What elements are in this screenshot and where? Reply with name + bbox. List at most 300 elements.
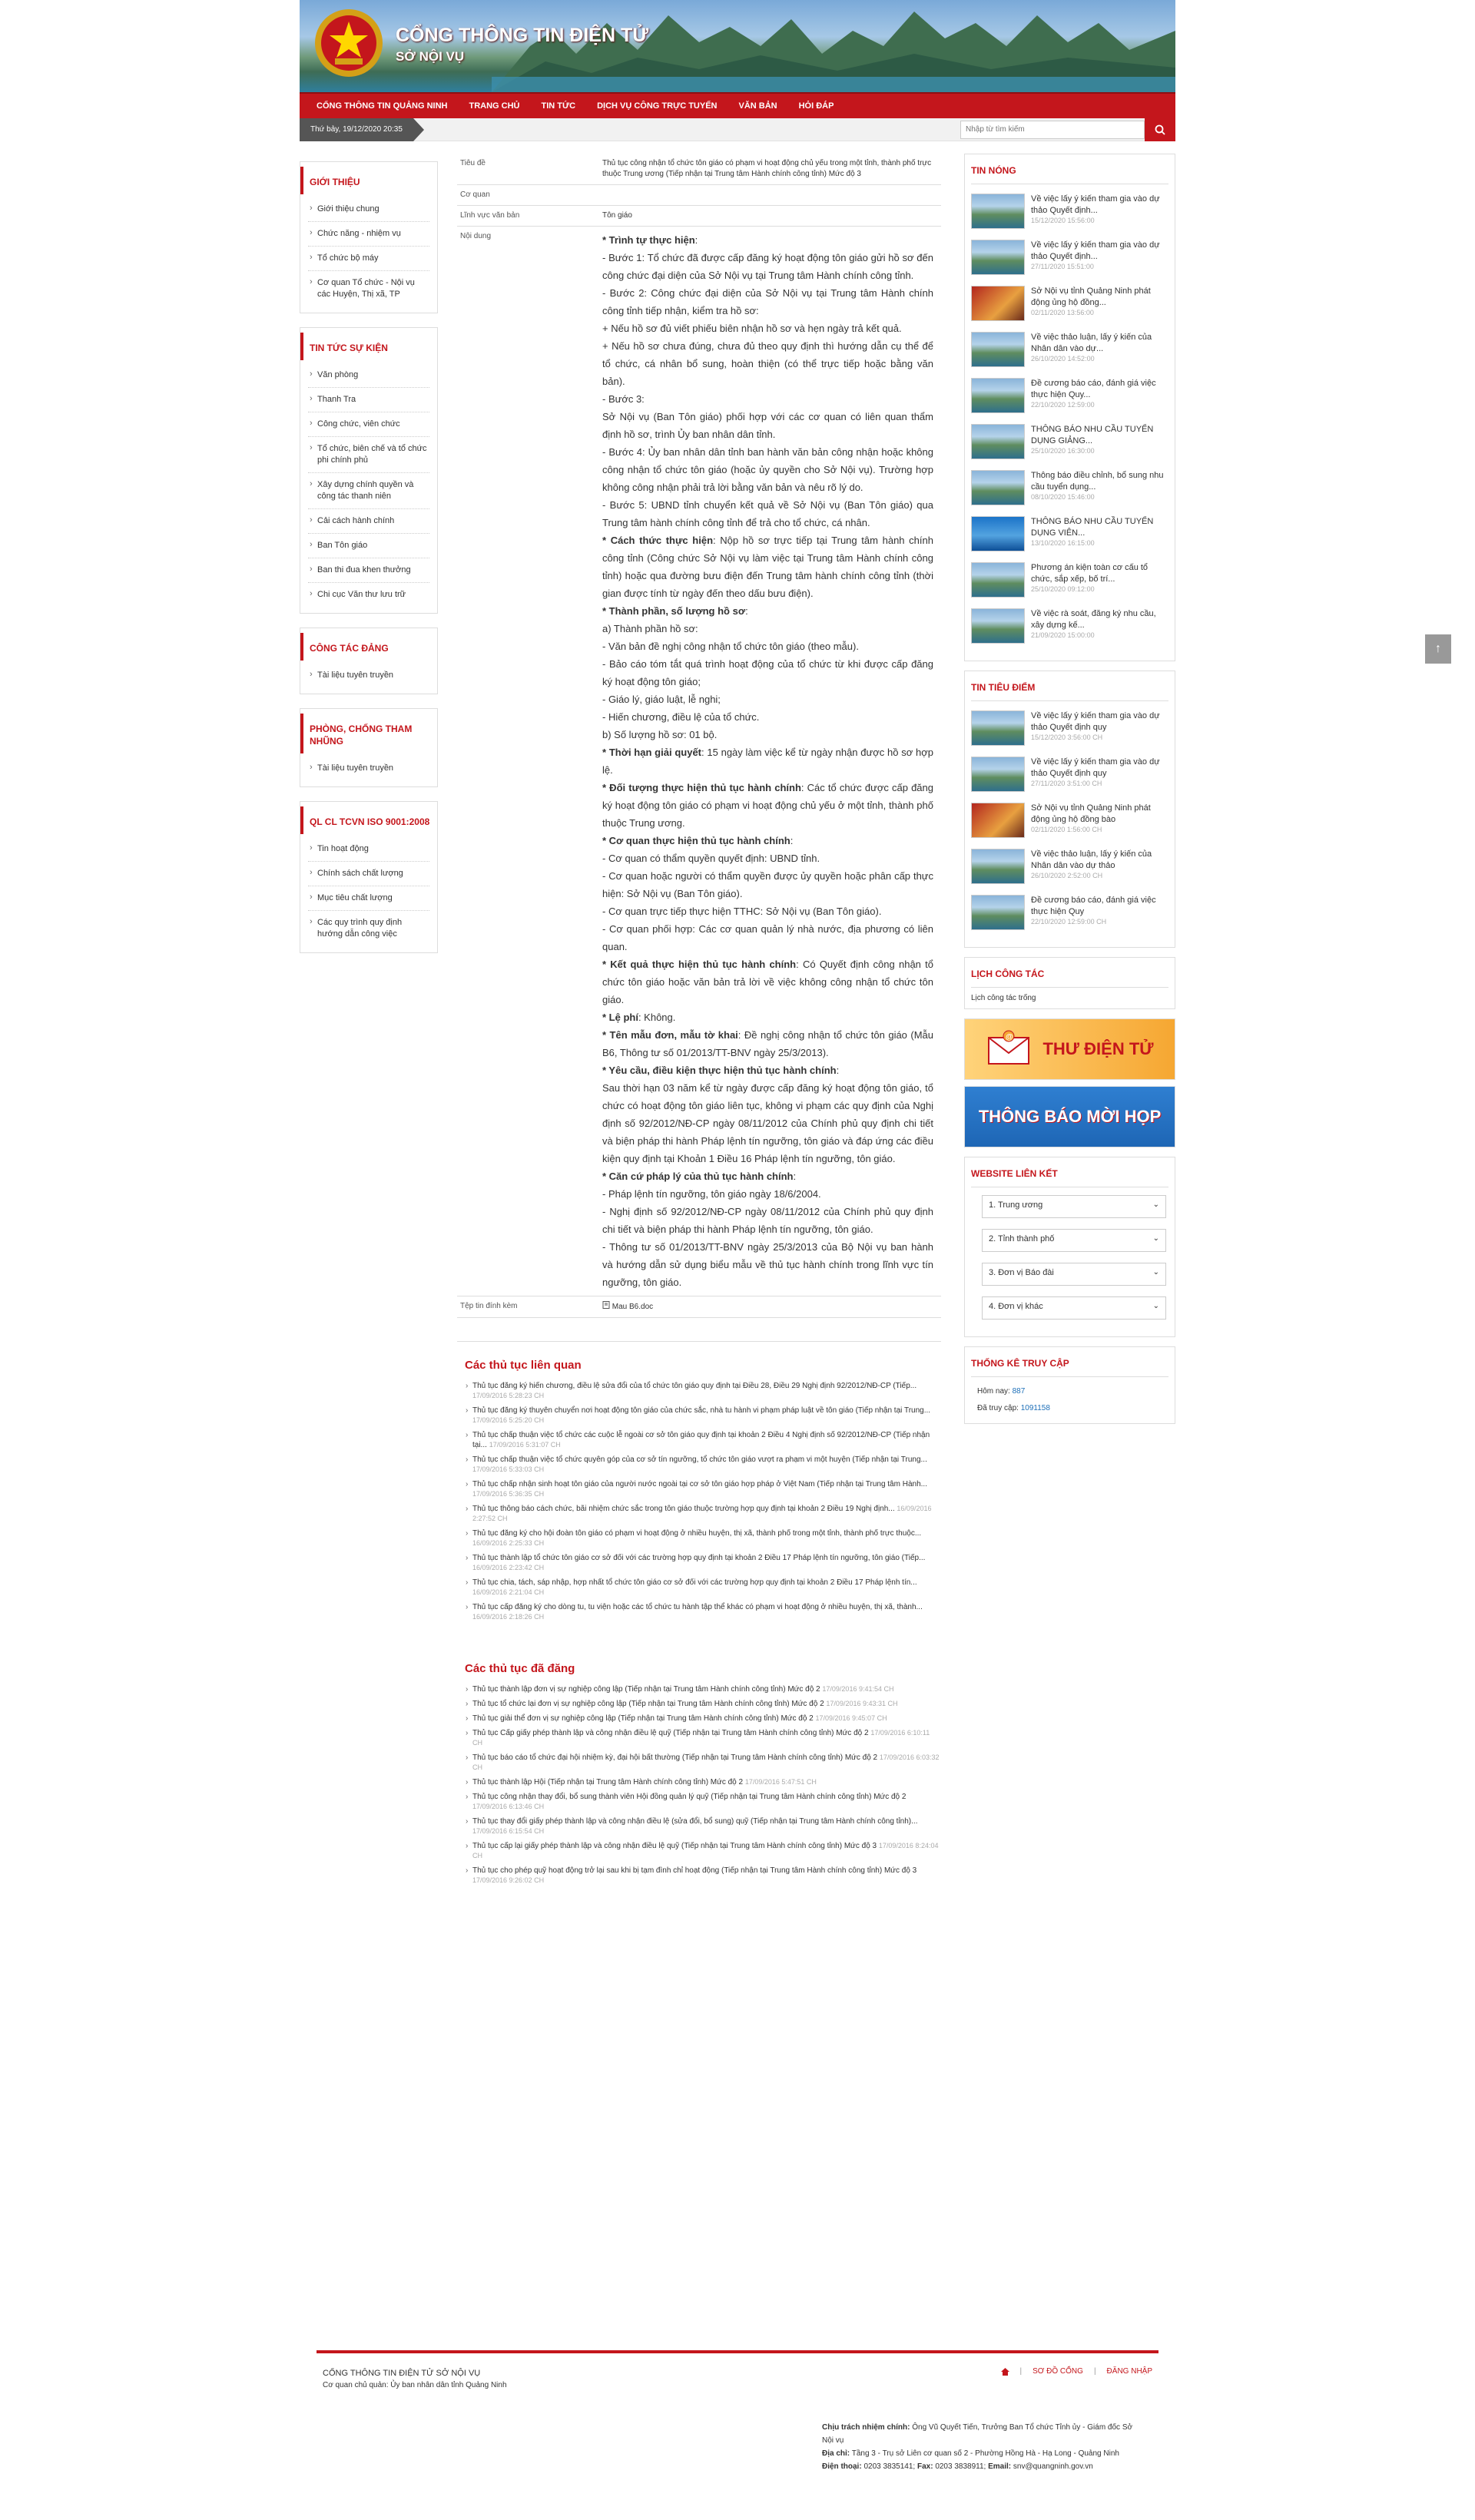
news-date: 25/10/2020 16:30:00	[1031, 447, 1095, 455]
procedure-link-text[interactable]: Thủ tục thay đổi giấy phép thành lập và công nhận điều lệ (sửa đổi, bổ sung) quỹ (Tiếp nhận tại Trung tâm Hành chính công tỉnh)...	[472, 1817, 918, 1826]
email-banner-label[interactable]: THƯ ĐIỆN TỬ	[1042, 1039, 1154, 1058]
footer-contact	[822, 2421, 1145, 2473]
procedure-date: 17/09/2016 9:43:31 CH	[826, 1700, 898, 1707]
procedure-date: 16/09/2016 2:18:26 CH	[472, 1613, 545, 1621]
phone-value: 0203 3835141;	[863, 2462, 916, 2471]
procedure-date: 17/09/2016 5:28:23 CH	[472, 1392, 545, 1399]
label-field: Lĩnh vực văn bản	[457, 206, 599, 227]
content-heading: * Đối tượng thực hiện thủ tục hành chính	[602, 782, 801, 793]
news-title[interactable]: Về việc thảo luận, lấy ý kiến của Nhân dân vào dự thảo	[1031, 849, 1152, 870]
news-item[interactable]	[971, 240, 1168, 277]
news-thumbnail[interactable]	[971, 849, 1025, 884]
content-text: + Nếu hồ sơ đủ viết phiếu biên nhận hồ sơ và hẹn ngày trả kết quả.	[602, 323, 902, 334]
content-heading: * Thành phần, số lượng hồ sơ	[602, 605, 746, 617]
content-paragraph	[602, 1167, 933, 1185]
procedure-link[interactable]	[472, 1714, 941, 1724]
content-paragraph	[602, 708, 933, 726]
login-link[interactable]: ĐĂNG NHẬP	[1106, 2367, 1152, 2376]
news-title[interactable]: Về việc lấy ý kiến tham gia vào dự thảo Quyết định quy	[1031, 711, 1160, 732]
sidebar-item[interactable]: › Cải cách hành chính	[308, 509, 429, 534]
search-input[interactable]	[960, 121, 1145, 139]
meeting-banner-label[interactable]: THÔNG BÁO MỜI HỌP	[978, 1107, 1162, 1126]
content-paragraph	[602, 726, 933, 743]
procedure-date: 16/09/2016 2:23:42 CH	[472, 1564, 545, 1571]
content-text: : Nộp hồ sơ trực tiếp tại Trung tâm hành chính công tỉnh (Công chức Sở Nội vụ làm việc tại Trung tâm Hành chính công tỉnh) hoặc qua đường bưu điện đến Trung tâm hành chính công tỉnh (thời gian được tính từ ngày đến theo dấu bưu điện).	[602, 535, 933, 599]
news-thumbnail[interactable]	[971, 803, 1025, 838]
sidebar-item[interactable]: › Thanh Tra	[308, 388, 429, 412]
procedure-link-text[interactable]: Thủ tục thành lập đơn vị sự nghiệp công lập (Tiếp nhận tại Trung tâm Hành chính công tỉnh) Mức độ 2	[472, 1685, 820, 1694]
nav-news[interactable]: TIN TỨC	[541, 101, 576, 111]
procedure-date: 17/09/2016 6:13:46 CH	[472, 1803, 545, 1810]
schedule-heading: LỊCH CÔNG TÁC	[971, 964, 1168, 988]
nav-home[interactable]: TRANG CHỦ	[469, 101, 520, 111]
content-paragraph	[602, 655, 933, 690]
procedure-link[interactable]	[472, 1504, 941, 1524]
news-title[interactable]: Đề cương báo cáo, đánh giá việc thực hiện Quy...	[1031, 379, 1156, 399]
link-select-central[interactable]	[982, 1195, 1166, 1218]
content-paragraph	[602, 337, 933, 390]
chevron-down-icon: ⌄	[1152, 1234, 1159, 1243]
sidebar-box-party	[300, 628, 438, 694]
sidebar-heading[interactable]: CÔNG TÁC ĐẢNG	[300, 633, 437, 661]
sidebar-heading[interactable]: PHÒNG, CHỐNG THAM NHŨNG	[300, 714, 437, 753]
content-heading: * Thời hạn giải quyết	[602, 747, 701, 758]
sidebar-box-iso	[300, 801, 438, 953]
link-select-other[interactable]	[982, 1296, 1166, 1320]
focus-news-box	[964, 671, 1175, 948]
content-text: :	[836, 1065, 840, 1076]
site-title[interactable]: CỔNG THÔNG TIN ĐIỆN TỬ	[396, 25, 649, 46]
select-value: 3. Đơn vị Báo đài	[989, 1268, 1054, 1277]
procedure-link-text[interactable]: Thủ tục thành lập tổ chức tôn giáo cơ sở đối với các trường hợp quy định tại khoản 2 Điều 17 Pháp lệnh tín ngưỡng, tôn giáo (Tiếp...	[472, 1554, 926, 1562]
procedure-date: 16/09/2016 2:27:52 CH	[472, 1505, 932, 1522]
sidebar-item[interactable]: › Giới thiệu chung	[308, 197, 429, 222]
focus-news-heading: TIN TIÊU ĐIỂM	[971, 677, 1168, 701]
news-thumbnail[interactable]	[971, 895, 1025, 930]
sidebar-item[interactable]: › Tin hoạt động	[308, 837, 429, 862]
nav-documents[interactable]: VĂN BẢN	[738, 101, 777, 111]
stat-total	[971, 1400, 1168, 1417]
news-title[interactable]: Về việc lấy ý kiến tham gia vào dự thảo Quyết định quy	[1031, 757, 1160, 778]
current-date: Thứ bảy, 19/12/2020 20:35	[300, 118, 413, 141]
news-thumbnail[interactable]	[971, 470, 1025, 505]
stats-box	[964, 1346, 1175, 1424]
content-paragraph	[602, 849, 933, 867]
content-paragraph	[602, 284, 933, 320]
content-text: - Cơ quan phối hợp: Các cơ quan quản lý nhà nước, địa phương có liên quan.	[602, 923, 933, 952]
procedure-content	[602, 231, 938, 1291]
select-value: 2. Tỉnh thành phố	[989, 1234, 1055, 1243]
sidebar-item[interactable]: › Tổ chức, biên chế và tổ chức phi chính phủ	[308, 437, 429, 473]
news-thumbnail[interactable]	[971, 562, 1025, 598]
news-date: 27/11/2020 3:51:00 CH	[1031, 780, 1102, 787]
content-paragraph	[602, 390, 933, 408]
nav-quangninh-portal[interactable]: CỔNG THÔNG TIN QUẢNG NINH	[317, 101, 448, 111]
news-thumbnail[interactable]	[971, 757, 1025, 792]
content-text: - Bước 1: Tổ chức đã được cấp đăng ký hoạt động tôn giáo gửi hồ sơ đến công chức đại diện của Sở Nội vụ tại Trung tâm Hành chính công tỉnh.	[602, 252, 933, 281]
news-date: 25/10/2020 09:12:00	[1031, 585, 1095, 593]
footer-title: CỔNG THÔNG TIN ĐIỆN TỬ SỞ NỘI VỤ	[323, 2369, 481, 2378]
left-sidebar	[300, 161, 438, 967]
procedure-link[interactable]	[472, 1381, 941, 1401]
sidebar-heading[interactable]: QL CL TCVN ISO 9001:2008	[300, 806, 437, 834]
content-text: : Đề nghị công nhận tổ chức tôn giáo (Mẫu B6, Thông tư số 01/2013/TT-BNV ngày 25/3/2013).	[602, 1029, 934, 1058]
content-paragraph	[602, 443, 933, 496]
procedure-link-text[interactable]: Thủ tục báo cáo tổ chức đại hội nhiệm kỳ, đại hội bất thường (Tiếp nhận tại Trung tâm Hành chính công tỉnh) Mức độ 2	[472, 1753, 878, 1762]
file-icon	[602, 1301, 610, 1309]
home-icon[interactable]	[1001, 2368, 1009, 2376]
news-date: 15/12/2020 15:56:00	[1031, 217, 1095, 224]
news-item[interactable]	[971, 194, 1168, 230]
news-item[interactable]	[971, 516, 1168, 553]
content-heading: * Lệ phí	[602, 1012, 638, 1023]
news-thumbnail[interactable]	[971, 424, 1025, 459]
content-paragraph	[602, 531, 933, 602]
content-paragraph	[602, 231, 933, 249]
national-emblem-icon[interactable]	[313, 8, 384, 78]
news-item[interactable]	[971, 849, 1168, 886]
news-title[interactable]: Về việc lấy ý kiến tham gia vào dự thảo Quyết định...	[1031, 194, 1160, 215]
procedure-date: 16/09/2016 2:21:04 CH	[472, 1588, 545, 1596]
procedure-link[interactable]	[472, 1578, 941, 1598]
sidebar-item[interactable]: › Cơ quan Tổ chức - Nội vụ các Huyện, Thị xã, TP	[308, 271, 429, 306]
address-value: Tầng 3 - Trụ sở Liên cơ quan số 2 - Phường Hồng Hà - Hạ Long - Quảng Ninh	[851, 2449, 1119, 2458]
content-text: a) Thành phần hồ sơ:	[602, 623, 698, 634]
news-title[interactable]: Về việc thảo luận, lấy ý kiến của Nhân dân vào dự...	[1031, 333, 1152, 353]
content-heading: * Cách thức thực hiện	[602, 535, 714, 546]
search-button[interactable]	[1145, 118, 1175, 141]
content-text: : Không.	[638, 1012, 676, 1023]
content-text: - Pháp lệnh tín ngưỡng, tôn giáo ngày 18/6/2004.	[602, 1188, 821, 1200]
news-title[interactable]: Về việc lấy ý kiến tham gia vào dự thảo Quyết định...	[1031, 240, 1160, 261]
schedule-box	[964, 957, 1175, 1009]
label-agency: Cơ quan	[457, 185, 599, 206]
content-heading: * Trình tự thực hiện	[602, 234, 695, 246]
content-paragraph	[602, 955, 933, 1008]
news-item[interactable]	[971, 895, 1168, 932]
procedure-link-text[interactable]: Thủ tục tổ chức lại đơn vị sự nghiệp công lập (Tiếp nhận tại Trung tâm Hành chính công tỉnh) Mức độ 2	[472, 1700, 824, 1708]
content-paragraph	[602, 1238, 933, 1291]
content-paragraph	[602, 1008, 933, 1026]
separator: |	[1093, 2367, 1096, 2376]
email-envelope-icon	[986, 1030, 1032, 1068]
fax-value: 0203 3838911;	[935, 2462, 986, 2471]
content-text: : Các tổ chức được cấp đăng ký hoạt động tôn giáo có phạm vi hoạt động chủ yếu ở một tỉnh, thành phố thuộc Trung ương.	[602, 782, 934, 829]
schedule-text: Lịch công tác trống	[971, 994, 1036, 1002]
stat-total-label: Đã truy cập:	[977, 1404, 1019, 1412]
sidebar-item[interactable]: › Tài liệu tuyên truyền	[308, 664, 429, 687]
sidebar-item[interactable]: › Tổ chức bộ máy	[308, 247, 429, 271]
procedure-link-text[interactable]: Thủ tục thông báo cách chức, bãi nhiệm chức sắc trong tôn giáo thuộc trường hợp quy định tại khoản 2 Điều 19 Nghị định...	[472, 1505, 895, 1513]
content-paragraph	[602, 408, 933, 443]
footer	[300, 2350, 1175, 2471]
stat-today-value: 887	[1012, 1387, 1026, 1396]
news-date: 27/11/2020 15:51:00	[1031, 263, 1094, 270]
procedure-link-text[interactable]: Thủ tục chấp nhận sinh hoạt tôn giáo của người nước ngoài tại cơ sở tôn giáo hợp pháp ở Việt Nam (Tiếp nhận tại Trung tâm Hành...	[472, 1480, 927, 1488]
content-text: - Văn bản đề nghị công nhận tổ chức tôn giáo (theo mẫu).	[602, 641, 859, 652]
link-select-province[interactable]	[982, 1229, 1166, 1252]
scroll-top-button[interactable]	[1425, 634, 1451, 664]
news-date: 02/11/2020 1:56:00 CH	[1031, 826, 1102, 833]
news-title[interactable]: Phương án kiện toàn cơ cấu tổ chức, sắp xếp, bố trí...	[1031, 563, 1149, 584]
news-title[interactable]: THÔNG BÁO NHU CẦU TUYỂN DỤNG VIÊN...	[1031, 517, 1154, 538]
procedure-title: Thủ tục công nhận tổ chức tôn giáo có phạm vi hoạt động chủ yếu trong một tỉnh, thành phố trực thuộc Trung ương (Tiếp nhận tại Trung tâm Hành chính công tỉnh) Mức độ 3	[599, 154, 941, 185]
procedure-link[interactable]	[472, 1816, 941, 1836]
page-wrapper	[300, 0, 1175, 2471]
news-thumbnail[interactable]	[971, 240, 1025, 275]
content-text: - Bước 5: UBND tỉnh chuyển kết quả về Sở Nội vụ (Ban Tôn giáo) qua Trung tâm hành chính công tỉnh để trả cho tổ chức, cá nhân.	[602, 499, 933, 528]
content-text: :	[694, 234, 698, 246]
news-date: 26/10/2020 2:52:00 CH	[1031, 872, 1103, 879]
sidebar-item[interactable]: › Chức năng - nhiệm vụ	[308, 222, 429, 247]
svg-text:@: @	[1006, 1033, 1014, 1041]
meeting-notice-banner[interactable]	[964, 1086, 1175, 1147]
footer-subtitle: Cơ quan chủ quản: Ủy ban nhân dân tỉnh Quảng Ninh	[323, 2381, 507, 2389]
procedure-link[interactable]	[472, 1602, 941, 1622]
procedure-link[interactable]	[472, 1479, 941, 1499]
content-text: :	[790, 835, 794, 846]
hot-news-box	[964, 154, 1175, 661]
news-item[interactable]	[971, 286, 1168, 323]
sidebar-item[interactable]: › Ban thi đua khen thưởng	[308, 558, 429, 583]
posted-heading: Các thủ tục đã đăng	[465, 1662, 575, 1675]
content-paragraph	[602, 867, 933, 902]
procedure-link[interactable]	[472, 1777, 941, 1787]
news-item[interactable]	[971, 332, 1168, 369]
content-paragraph	[602, 620, 933, 637]
content-text: - Cơ quan có thẩm quyền quyết định: UBND tỉnh.	[602, 853, 820, 864]
footer-responsible	[822, 2421, 1145, 2447]
procedure-link-text[interactable]: Thủ tục thành lập Hội (Tiếp nhận tại Trung tâm Hành chính công tỉnh) Mức độ 2	[472, 1778, 744, 1787]
select-value: 4. Đơn vị khác	[989, 1302, 1043, 1311]
responsible-label: Chịu trách nhiệm chính:	[822, 2423, 910, 2432]
procedure-date: 17/09/2016 5:36:35 CH	[472, 1490, 545, 1498]
news-date: 22/10/2020 12:59:00 CH	[1031, 918, 1107, 926]
content-paragraph	[602, 1079, 933, 1167]
link-select-media[interactable]	[982, 1263, 1166, 1286]
select-value: 1. Trung ương	[989, 1200, 1043, 1210]
label-attachment: Tệp tin đính kèm	[457, 1296, 599, 1318]
news-item[interactable]	[971, 757, 1168, 793]
content-paragraph	[602, 902, 933, 920]
content-text: :	[745, 605, 748, 617]
arrow-up-icon: ↑	[1435, 642, 1441, 655]
header-banner	[300, 0, 1175, 92]
procedure-date: 17/09/2016 9:45:07 CH	[815, 1714, 887, 1722]
related-heading: Các thủ tục liên quan	[465, 1359, 582, 1372]
content-paragraph	[602, 1061, 933, 1079]
content-heading: * Kết quả thực hiện thủ tục hành chính	[602, 959, 797, 970]
news-item[interactable]	[971, 562, 1168, 599]
search-icon	[1155, 124, 1165, 135]
content-text: - Giáo lý, giáo luật, lễ nghi;	[602, 694, 721, 705]
sidebar-box-intro	[300, 161, 438, 313]
content-paragraph	[602, 779, 933, 832]
content-text: :	[793, 1171, 797, 1182]
news-thumbnail[interactable]	[971, 516, 1025, 551]
procedure-date: 17/09/2016 9:26:02 CH	[472, 1876, 545, 1884]
procedure-link-text[interactable]: Thủ tục chấp thuận việc tổ chức quyên góp của cơ sở tín ngưỡng, tổ chức tôn giáo vượt ra phạm vi một huyện (Tiếp nhận tại Trung...	[472, 1455, 927, 1464]
news-item[interactable]	[971, 470, 1168, 507]
procedure-date: 17/09/2016 9:41:54 CH	[822, 1685, 894, 1693]
procedure-link-text[interactable]: Thủ tục đăng ký hiến chương, điều lệ sửa đổi của tổ chức tôn giáo quy định tại Điều 28, Điều 29 Nghị định 92/2012/NĐ-CP (Tiếp...	[472, 1382, 917, 1390]
news-title[interactable]: Sở Nội vụ tỉnh Quảng Ninh phát động ủng hộ đồng...	[1031, 286, 1151, 307]
sidebar-item[interactable]: › Chi cục Văn thư lưu trữ	[308, 583, 429, 607]
links-box	[964, 1157, 1175, 1337]
site-subtitle[interactable]: SỞ NỘI VỤ	[396, 49, 465, 64]
sidebar-item[interactable]: › Xây dựng chính quyền và công tác thanh niên	[308, 473, 429, 509]
links-heading: WEBSITE LIÊN KẾT	[971, 1164, 1168, 1187]
sidebar-item[interactable]: › Công chức, viên chức	[308, 412, 429, 437]
procedure-link-text[interactable]: Thủ tục cấp lại giấy phép thành lập và công nhận điều lệ quỹ (Tiếp nhận tại Trung tâm Hành chính công tỉnh) Mức độ 3	[472, 1842, 877, 1850]
procedure-link-text[interactable]: Thủ tục Cấp giấy phép thành lập và công nhận điều lệ quỹ (Tiếp nhận tại Trung tâm Hành chính công tỉnh) Mức độ 2	[472, 1729, 869, 1737]
content-paragraph	[602, 637, 933, 655]
content-text: - Bước 4: Ủy ban nhân dân tỉnh ban hành văn bản công nhận hoặc không công nhận tổ chức tôn giáo (hoặc ủy quyền cho Sở Nội vụ). Trường hợp không công nhận phải trả lời bằng văn bản và nêu rõ lý do.	[602, 446, 933, 493]
address-label: Địa chỉ:	[822, 2449, 850, 2458]
procedure-link[interactable]	[472, 1406, 941, 1426]
news-thumbnail[interactable]	[971, 378, 1025, 413]
procedure-date: 17/09/2016 5:31:07 CH	[489, 1441, 561, 1449]
procedure-link[interactable]	[472, 1728, 941, 1748]
content-text: - Thông tư số 01/2013/TT-BNV ngày 25/3/2013 của Bộ Nội vụ ban hành và hướng dẫn sử dụng biểu mẫu về thủ tục hành chính trong lĩnh vực tín ngưỡng, tôn giáo.	[602, 1241, 933, 1288]
procedure-field: Tôn giáo	[599, 206, 941, 227]
sitemap-link[interactable]: SƠ ĐỒ CỔNG	[1032, 2367, 1083, 2376]
chevron-down-icon: ⌄	[1152, 1268, 1159, 1277]
content-text: : Có Quyết định công nhận tổ chức tôn giáo hoặc văn bản trả lời về việc không công nhận tổ chức tôn giáo.	[602, 959, 933, 1005]
chevron-down-icon: ⌄	[1152, 1200, 1159, 1209]
news-date: 13/10/2020 16:15:00	[1031, 539, 1095, 547]
content-text: - Cơ quan hoặc người có thẩm quyền được ủy quyền hoặc phân cấp thực hiện: Sở Nội vụ (Ban Tôn giáo).	[602, 870, 933, 899]
content-text: - Nghị định số 92/2012/NĐ-CP ngày 08/11/2012 của Chính phủ quy định chi tiết và biện pháp thi hành Pháp lệnh tín ngưỡng, tôn giáo.	[602, 1206, 933, 1235]
nav-qa[interactable]: HỎI ĐÁP	[798, 101, 834, 111]
label-title: Tiêu đề	[457, 154, 599, 185]
sidebar-item[interactable]: › Các quy trình quy định hướng dẫn công việc	[308, 911, 429, 946]
procedure-link-text[interactable]: Thủ tục công nhận thay đổi, bổ sung thành viên Hội đồng quản lý quỹ (Tiếp nhận tại Trung tâm Hành chính công tỉnh) Mức độ 2	[472, 1793, 907, 1801]
procedure-link[interactable]	[472, 1430, 941, 1450]
news-thumbnail[interactable]	[971, 194, 1025, 229]
procedure-date: 16/09/2016 2:25:33 CH	[472, 1539, 545, 1547]
content-paragraph	[602, 1185, 933, 1203]
procedure-link[interactable]	[472, 1841, 941, 1861]
sidebar-heading[interactable]: TIN TỨC SỰ KIỆN	[300, 333, 437, 360]
procedure-link[interactable]	[472, 1753, 941, 1773]
footer-address	[822, 2447, 1145, 2460]
sidebar-box-anticorruption	[300, 708, 438, 787]
procedure-detail-table	[457, 154, 941, 1318]
sidebar-box-news	[300, 327, 438, 614]
attachment-filename[interactable]: Mau B6.doc	[612, 1303, 654, 1311]
procedure-date: 17/09/2016 6:10:11 CH	[472, 1729, 930, 1747]
procedure-link-text[interactable]: Thủ tục cấp đăng ký cho dòng tu, tu viện hoặc các tổ chức tu hành tập thể khác có phạm vi hoạt động ở nhiều huyện, thị xã, thành...	[472, 1603, 923, 1611]
procedure-link[interactable]	[472, 1553, 941, 1573]
news-title[interactable]: Đề cương báo cáo, đánh giá việc thực hiện Quy	[1031, 896, 1156, 916]
procedure-link-text[interactable]: Thủ tục đăng ký thuyên chuyển nơi hoạt động tôn giáo của chức sắc, nhà tu hành vi phạm pháp luật về tôn giáo (Tiếp nhận tại Trung...	[472, 1406, 931, 1415]
news-thumbnail[interactable]	[971, 332, 1025, 367]
news-item[interactable]	[971, 608, 1168, 645]
news-date: 26/10/2020 14:52:00	[1031, 355, 1095, 363]
content-text: Sau thời hạn 03 năm kể từ ngày được cấp đăng ký hoạt động tôn giáo, tổ chức có hoạt động tôn giáo liên tục, không vi phạm các quy định của Nghị định số 92/2012/NĐ-CP ngày 08/11/2012 của Chính phủ quy định chi tiết và biện pháp thi hành Pháp lệnh tín ngưỡng, tôn giáo và đáp ứng các điều kiện quy định tại Khoản 1 Điều 16 Pháp lệnh tín ngưỡng, tôn giáo.	[602, 1082, 933, 1164]
nav-online-services[interactable]: DỊCH VỤ CÔNG TRỰC TUYẾN	[597, 101, 718, 111]
stat-today	[971, 1383, 1168, 1400]
label-content: Nội dung	[457, 227, 599, 1296]
sidebar-item[interactable]: › Văn phòng	[308, 363, 429, 388]
email-value[interactable]: snv@quangninh.gov.vn	[1013, 2462, 1093, 2471]
news-item[interactable]	[971, 424, 1168, 461]
content-text: - Bảo cáo tóm tắt quá trình hoạt động của tổ chức từ khi được cấp đăng ký hoạt động tôn giáo;	[602, 658, 933, 687]
content-paragraph	[602, 920, 933, 955]
news-item[interactable]	[971, 710, 1168, 747]
email-banner[interactable]	[964, 1018, 1175, 1080]
procedure-date: 17/09/2016 6:15:54 CH	[472, 1827, 545, 1835]
hot-news-heading: TIN NÓNG	[971, 161, 1168, 184]
procedure-agency	[599, 185, 941, 206]
attachment-link[interactable]	[599, 1296, 941, 1318]
sidebar-heading[interactable]: GIỚI THIỆU	[300, 167, 437, 194]
sidebar-item[interactable]: › Mục tiêu chất lượng	[308, 886, 429, 911]
news-date: 08/10/2020 15:46:00	[1031, 493, 1095, 501]
content-paragraph	[602, 496, 933, 531]
footer-links	[1001, 2367, 1152, 2376]
email-label: Email:	[988, 2462, 1012, 2471]
news-thumbnail[interactable]	[971, 286, 1025, 321]
procedure-date: 17/09/2016 8:24:04 CH	[472, 1842, 939, 1859]
phone-label: Điện thoại:	[822, 2462, 862, 2471]
procedure-link[interactable]	[472, 1455, 941, 1475]
content-text: + Nếu hồ sơ chưa đúng, chưa đủ theo quy định thì hướng dẫn cụ thể để tổ chức, cá nhân bổ sung, hoàn thiện (có thể trực tiếp hoặc bằng văn bản).	[602, 340, 933, 387]
procedure-date: 17/09/2016 5:25:20 CH	[472, 1416, 545, 1424]
procedure-link-text[interactable]: Thủ tục cho phép quỹ hoạt động trở lại sau khi bị tạm đình chỉ hoạt động (Tiếp nhận tại Trung tâm Hành chính công tỉnh) Mức độ 3	[472, 1866, 917, 1875]
news-title[interactable]: Sở Nội vụ tỉnh Quảng Ninh phát động ủng hộ đồng bào	[1031, 803, 1151, 824]
news-thumbnail[interactable]	[971, 608, 1025, 644]
content-paragraph	[602, 690, 933, 708]
content-paragraph	[602, 743, 933, 779]
procedure-link-text[interactable]: Thủ tục chấp thuận việc tổ chức các cuộc lễ ngoài cơ sở tôn giáo quy định tại khoản 2 Điều 4 Nghị định số 92/2012/NĐ-CP (Tiếp nhận tại...	[472, 1431, 930, 1449]
procedure-link[interactable]	[472, 1792, 941, 1812]
sidebar-item[interactable]: › Tài liệu tuyên truyền	[308, 757, 429, 780]
content-text: Sở Nội vụ (Ban Tôn giáo) phối hợp với các cơ quan có liên quan thẩm định hồ sơ, trình Ủy ban nhân dân tỉnh.	[602, 411, 933, 440]
procedure-link[interactable]	[472, 1866, 941, 1886]
search-box	[960, 118, 1175, 141]
chevron-down-icon: ⌄	[1152, 1302, 1159, 1310]
procedure-link[interactable]	[472, 1528, 941, 1548]
content-heading: * Yêu cầu, điều kiện thực hiện thủ tục hành chính	[602, 1065, 837, 1076]
separator: |	[1019, 2367, 1023, 2376]
news-thumbnail[interactable]	[971, 710, 1025, 746]
procedure-date: 17/09/2016 5:33:03 CH	[472, 1465, 545, 1473]
procedure-link-text[interactable]: Thủ tục đăng ký cho hội đoàn tôn giáo có phạm vi hoạt động ở nhiều huyện, thị xã, thành phố trong một tỉnh, thành phố trực thuộc...	[472, 1529, 922, 1538]
content-text: : 15 ngày làm việc kể từ ngày nhận được hồ sơ hợp lệ.	[602, 747, 933, 776]
news-title[interactable]: Thông báo điều chỉnh, bổ sung nhu cầu tuyển dụng...	[1031, 471, 1164, 492]
news-item[interactable]	[971, 378, 1168, 415]
content-paragraph	[602, 832, 933, 849]
content-paragraph	[602, 1026, 933, 1061]
sidebar-item[interactable]: › Ban Tôn giáo	[308, 534, 429, 558]
news-title[interactable]: Về việc rà soát, đăng ký nhu cầu, xây dựng kế...	[1031, 609, 1156, 630]
news-title[interactable]: THÔNG BÁO NHU CẦU TUYỂN DỤNG GIẢNG...	[1031, 425, 1154, 445]
content-paragraph	[602, 602, 933, 620]
news-date: 21/09/2020 15:00:00	[1031, 631, 1095, 639]
procedure-link-text[interactable]: Thủ tục chia, tách, sáp nhập, hợp nhất tổ chức tôn giáo cơ sở đối với các trường hợp quy định tại khoản 2 Điều 17 Pháp lệnh tín...	[472, 1578, 917, 1587]
news-item[interactable]	[971, 803, 1168, 839]
procedure-link[interactable]	[472, 1699, 941, 1709]
procedure-date: 17/09/2016 5:47:51 CH	[744, 1778, 817, 1786]
procedure-link[interactable]	[472, 1684, 941, 1694]
procedure-link-text[interactable]: Thủ tục giải thể đơn vị sự nghiệp công lập (Tiếp nhận tại Trung tâm Hành chính công tỉnh) Mức độ 2	[472, 1714, 814, 1723]
content-paragraph	[602, 249, 933, 284]
fax-label: Fax:	[916, 2462, 933, 2471]
sidebar-item[interactable]: › Chính sách chất lượng	[308, 862, 429, 886]
content-paragraph	[602, 1203, 933, 1238]
